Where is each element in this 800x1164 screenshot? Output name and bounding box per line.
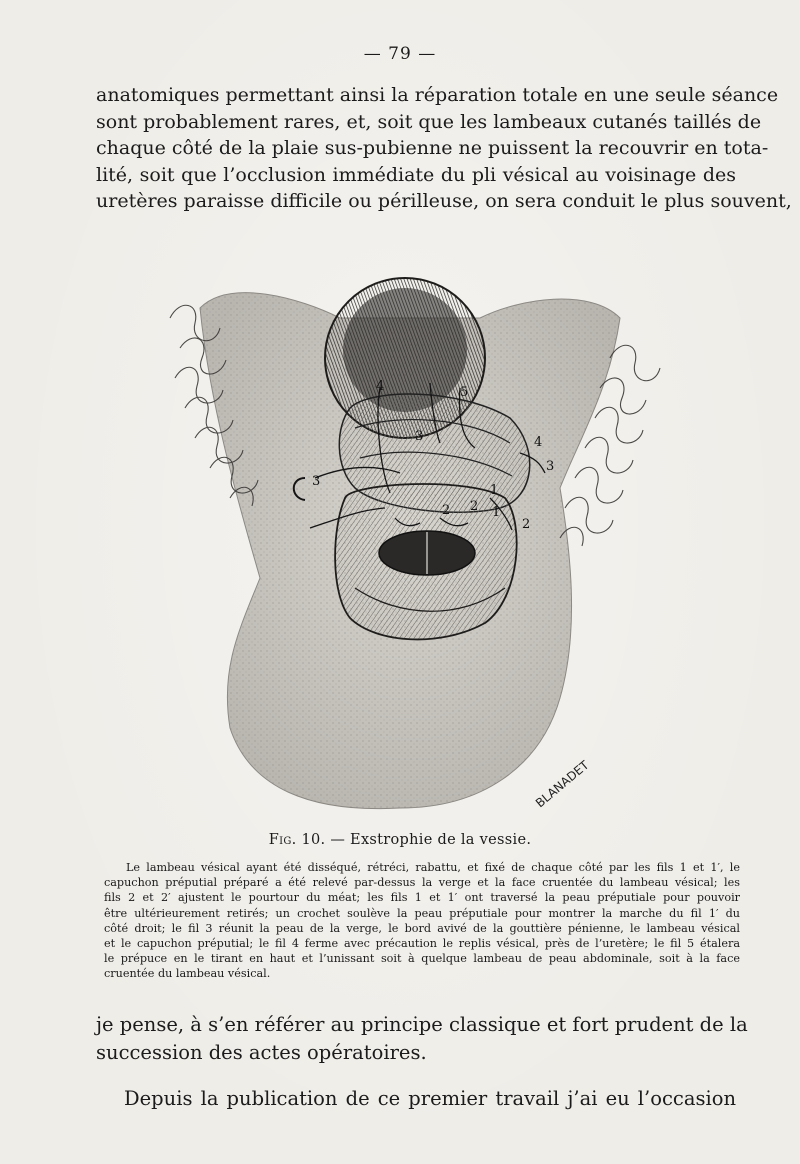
surgical-illustration: [140, 248, 680, 828]
text-line: succession des actes opératoires.: [96, 1041, 427, 1064]
text-line: Depuis la publication de ce premier travail j’ai eu l’occasion: [124, 1087, 736, 1110]
figure-label: 2: [442, 503, 451, 518]
figure-label: 2: [522, 517, 531, 532]
figure-label: 4: [534, 435, 543, 450]
figure-label: 2: [470, 499, 479, 514]
page-number: — 79 —: [363, 44, 437, 64]
text-line: anatomiques permettant ainsi la réparation totale en une seule séance: [96, 84, 779, 106]
legend-line: cruentée du lambeau vésical.: [104, 967, 271, 981]
legend-line: être ultérieurement retirés; un crochet soulève la peau préputiale pour montrer la marche du fil 1′ du: [104, 906, 740, 920]
legend-line: capuchon préputial préparé a été relevé par-dessus la verge et la face cruentée du lambeau vésical; les: [104, 876, 740, 890]
figure-label: 3: [415, 429, 424, 444]
text-line: sont probablement rares, et, soit que les lambeaux cutanés taillés de: [96, 110, 762, 133]
figure-title: — Exstrophie de la vessie.: [330, 832, 532, 848]
text-line: lité, soit que l’occlusion immédiate du pli vésical au voisinage des: [96, 163, 736, 186]
text-line: uretères paraisse difficile ou périlleuse, on sera conduit le plus souvent,: [96, 190, 792, 212]
figure-legend: [104, 860, 740, 982]
bottom-paragraph: [96, 1011, 748, 1067]
figure-label: 1: [490, 483, 499, 498]
figure-label: 5: [460, 385, 469, 400]
top-paragraph: [96, 82, 792, 215]
legend-line: Le lambeau vésical ayant été disséqué, rétréci, rabattu, et fixé de chaque côté par les fils 1 et 1′, le: [126, 861, 740, 874]
text-line: je pense, à s’en référer au principe classique et fort prudent de la: [96, 1013, 748, 1036]
figure-caption: [0, 832, 800, 848]
legend-line: fils 2 et 2′ ajustent le pourtour du méat; les fils 1 et 1′ ont traversé la peau préputiale pour pouvoir: [104, 891, 740, 905]
artist-signature: BLANADET: [532, 757, 592, 811]
figure-label: 1: [492, 505, 501, 520]
figure-label: 4: [376, 379, 385, 394]
figure-number: Fig. 10.: [268, 832, 326, 848]
text-line: chaque côté de la plaie sus-pubienne ne puissent la recouvrir en tota-: [96, 137, 769, 159]
final-paragraph: [96, 1086, 736, 1113]
legend-line: le prépuce en le tirant en haut et l’unissant soit à quelque lambeau de peau abdominale, soit à la face: [104, 952, 740, 966]
figure-label: 3: [312, 474, 321, 489]
legend-line: côté droit; le fil 3 réunit la peau de la verge, le bord avivé de la gouttière pénienne, le lambeau vésical: [104, 921, 740, 935]
figure-label: 3: [546, 459, 555, 474]
legend-line: et le capuchon préputial; le fil 4 ferme avec précaution le replis vésical, près de l’uretère; le fil 5 étalera: [104, 937, 740, 951]
